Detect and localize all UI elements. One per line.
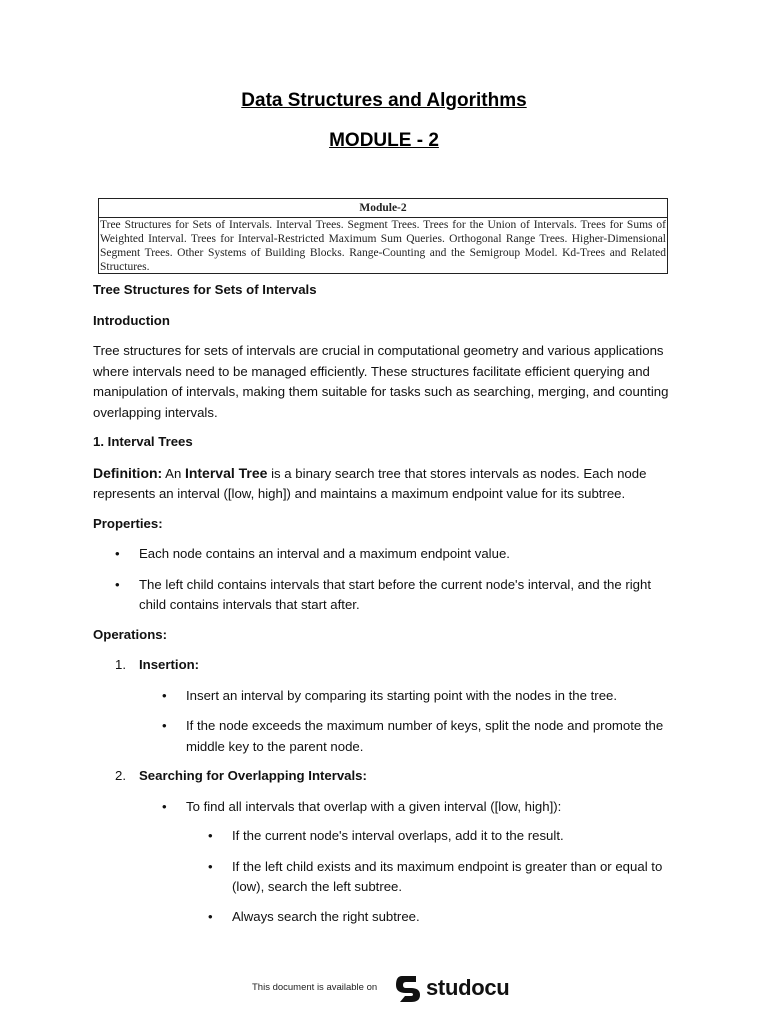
main-content xyxy=(93,280,678,927)
definition-term: Interval Tree xyxy=(184,464,268,481)
bullet-icon: • xyxy=(208,908,213,924)
syllabus-text: Tree Structures for Sets of Intervals. Interval Trees. Segment Trees. Trees for the Union of Intervals. Trees for Sums of Weighted Interval. Trees for Interval-Restricted Maximum Sum Queries. Orthogonal Range Trees. Higher-Dimensional Segment Trees. Other Systems of Building Blocks. Range-Counting and the Semigroup Model. Kd-Trees and Related Structures. xyxy=(100,219,666,273)
syllabus-heading: Module-2 xyxy=(99,199,667,218)
interval-trees-heading: 1. Interval Trees xyxy=(93,434,193,449)
bullet-icon: • xyxy=(162,718,167,733)
bullet-icon: • xyxy=(162,798,167,814)
bullet-icon: • xyxy=(115,576,120,592)
list-item: • If the left child exists and its maximum endpoint is greater than or equal to (low), search the left subtree. xyxy=(208,858,663,894)
list-item: • Each node contains an interval and a maximum endpoint value. xyxy=(93,544,678,565)
list-item: • If the node exceeds the maximum number of keys, split the node and promote the middle key to the parent node. xyxy=(162,718,664,754)
footer-banner[interactable] xyxy=(0,970,768,1006)
definition-label: Definition: xyxy=(93,464,163,481)
bullet-icon: • xyxy=(208,828,213,843)
studocu-logo[interactable] xyxy=(393,972,509,1004)
intro-heading: Introduction xyxy=(93,312,170,328)
definition-an: An xyxy=(162,465,185,481)
properties-heading: Properties: xyxy=(93,515,163,531)
list-item: • Insert an interval by comparing its starting point with the nodes in the tree. xyxy=(93,686,678,707)
bullet-icon: • xyxy=(115,546,120,561)
list-item: • The left child contains intervals that start before the current node's interval, and the right child contains intervals that start after. xyxy=(115,576,651,612)
definition-rest: is a binary search tree that stores intervals as nodes. Each node represents an interval ([low, high]) and maintains a maximum endpoint value for its subtree. xyxy=(93,465,647,501)
footer-text: This document is available on xyxy=(252,982,378,993)
operations-list xyxy=(93,655,678,927)
operations-heading: Operations: xyxy=(93,626,168,642)
module-title: MODULE - 2 xyxy=(329,130,439,151)
document-title: Data Structures and Algorithms xyxy=(241,90,527,111)
list-item: • Always search the right subtree. xyxy=(93,907,678,928)
bullet-icon: • xyxy=(162,687,167,703)
operation-insertion: 1. Insertion: xyxy=(115,657,200,672)
properties-list xyxy=(93,544,678,616)
syllabus-box xyxy=(98,198,668,274)
operation-searching: 2. Searching for Overlapping Intervals: xyxy=(115,768,367,783)
section-heading: Tree Structures for Sets of Intervals xyxy=(93,282,317,297)
bullet-icon: • xyxy=(208,858,213,874)
intro-paragraph: Tree structures for sets of intervals are crucial in computational geometry and various applications where intervals need to be managed efficiently. These structures facilitate efficient querying and manipulation of intervals, making them suitable for tasks such as searching, merging, and counting overlapping intervals. xyxy=(93,343,669,420)
footer-brand: studocu xyxy=(426,975,510,1000)
studocu-icon xyxy=(393,973,423,1003)
list-item: • To find all intervals that overlap with a given interval ([low, high]): xyxy=(93,797,678,818)
list-item: • If the current node's interval overlaps, add it to the result. xyxy=(93,826,678,847)
definition-paragraph xyxy=(93,463,678,505)
